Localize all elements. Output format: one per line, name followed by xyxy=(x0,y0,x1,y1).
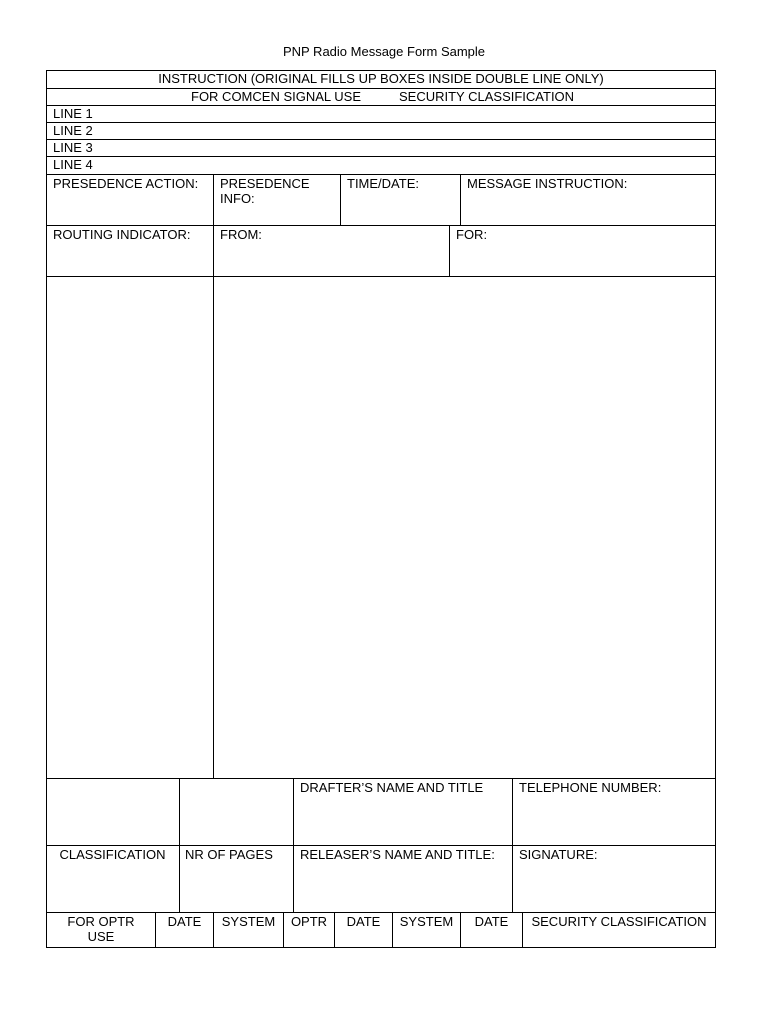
security-classification-label: SECURITY CLASSIFICATION xyxy=(399,89,575,104)
nr-of-pages-field[interactable]: NR OF PAGES xyxy=(185,847,273,862)
releaser-name-field[interactable]: RELEASER’S NAME AND TITLE: xyxy=(300,847,495,862)
divider xyxy=(46,156,716,157)
border-right xyxy=(715,70,716,948)
divider xyxy=(46,174,716,175)
divider xyxy=(449,225,450,276)
security-classification-cell[interactable]: SECURITY CLASSIFICATION xyxy=(531,914,707,929)
system-cell-1[interactable]: SYSTEM xyxy=(221,914,276,929)
radio-message-form xyxy=(46,70,716,948)
message-body-area[interactable] xyxy=(214,277,715,778)
time-date-field[interactable]: TIME/DATE: xyxy=(347,176,419,191)
comcen-label: FOR COMCEN SIGNAL USE xyxy=(191,89,361,104)
signature-field[interactable]: SIGNATURE: xyxy=(519,847,598,862)
classification-field[interactable]: CLASSIFICATION xyxy=(59,847,166,862)
instruction-text: INSTRUCTION (ORIGINAL FILLS UP BOXES INSIDE DOUBLE LINE ONLY) xyxy=(158,71,604,86)
border-bottom xyxy=(46,947,716,948)
divider xyxy=(46,139,716,140)
message-instruction-field[interactable]: MESSAGE INSTRUCTION: xyxy=(467,176,628,191)
line-4-field[interactable]: LINE 4 xyxy=(53,157,93,172)
routing-indicator-field[interactable]: ROUTING INDICATOR: xyxy=(53,227,191,242)
divider xyxy=(46,845,716,846)
date-cell-2[interactable]: DATE xyxy=(346,914,381,929)
from-field[interactable]: FROM: xyxy=(220,227,262,242)
optr-use-cell: FOR OPTR USE xyxy=(67,914,135,944)
line-3-field[interactable]: LINE 3 xyxy=(53,140,93,155)
page-title: PNP Radio Message Form Sample xyxy=(282,44,486,59)
drafter-name-field[interactable]: DRAFTER’S NAME AND TITLE xyxy=(300,780,484,795)
telephone-number-field[interactable]: TELEPHONE NUMBER: xyxy=(519,780,662,795)
system-cell-2[interactable]: SYSTEM xyxy=(399,914,454,929)
border-left xyxy=(46,70,47,948)
divider xyxy=(46,122,716,123)
precedence-action-field[interactable]: PRESEDENCE ACTION: xyxy=(53,176,199,191)
divider xyxy=(46,912,716,913)
divider xyxy=(46,88,716,89)
date-cell-3[interactable]: DATE xyxy=(474,914,509,929)
precedence-info-field[interactable]: PRESEDENCE INFO: xyxy=(220,176,310,206)
date-cell-1[interactable]: DATE xyxy=(167,914,202,929)
divider xyxy=(46,778,716,779)
divider xyxy=(46,105,716,106)
line-1-field[interactable]: LINE 1 xyxy=(53,106,93,121)
optr-cell[interactable]: OPTR xyxy=(290,914,328,929)
divider xyxy=(340,174,341,225)
for-field[interactable]: FOR: xyxy=(456,227,488,242)
divider xyxy=(46,225,716,226)
divider xyxy=(460,174,461,225)
line-2-field[interactable]: LINE 2 xyxy=(53,123,93,138)
